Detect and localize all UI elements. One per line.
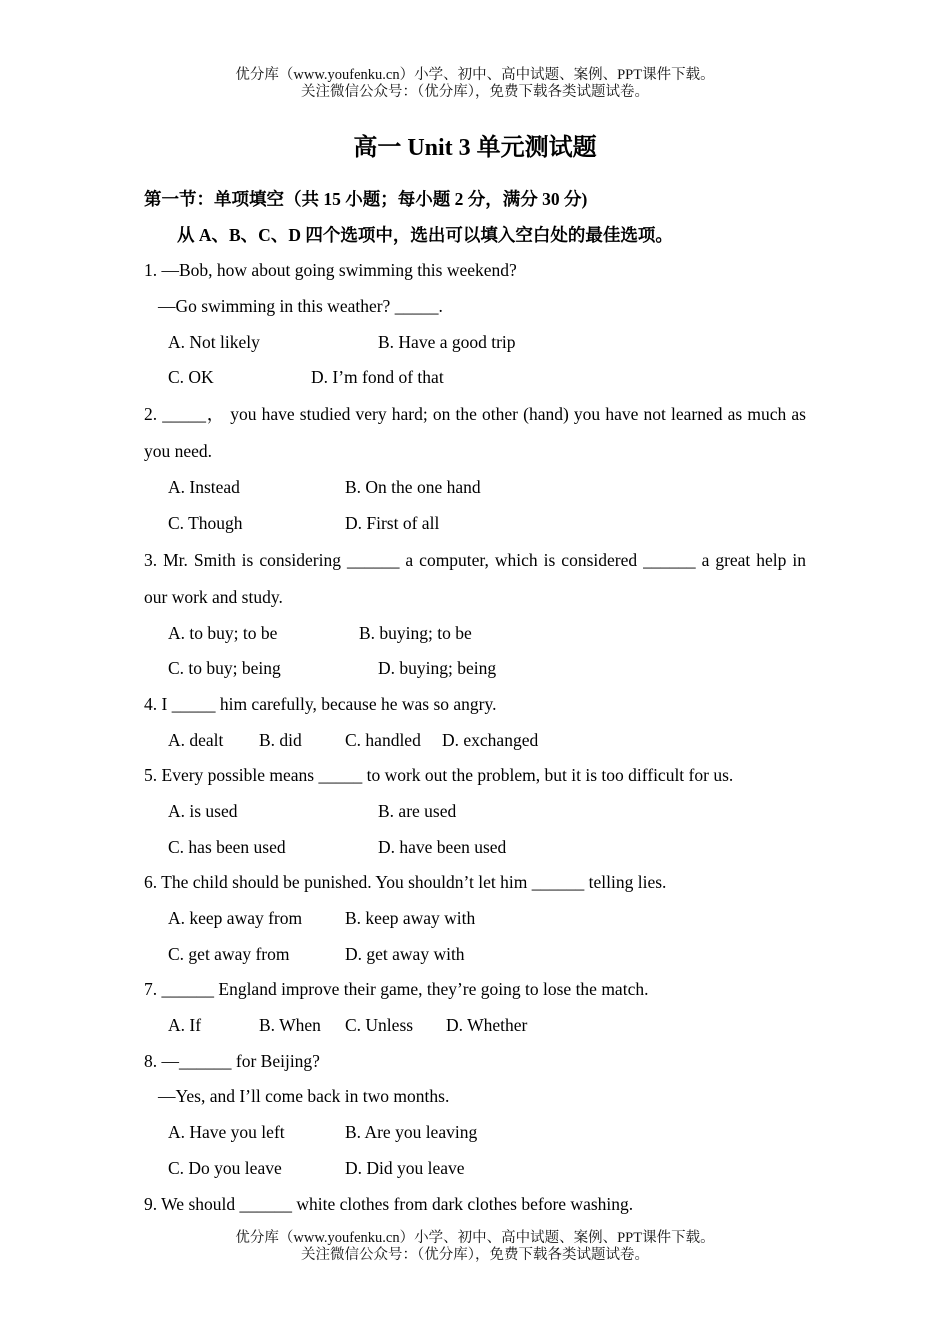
question-8-stem: 8. —______ for Beijing? — [144, 1050, 320, 1071]
option-c: C. OK — [168, 367, 214, 388]
question-1-options-row-2 — [144, 360, 806, 396]
page-footer — [0, 1230, 950, 1264]
question-6-options-row-2 — [144, 937, 806, 973]
option-b: B. Are you leaving — [345, 1122, 478, 1143]
option-c: C. get away from — [168, 943, 290, 964]
header-line-1: 优分库（www.youfenku.cn）小学、初中、高中试题、案例、PPT课件下载。 — [235, 67, 715, 83]
option-a: A. Instead — [168, 477, 240, 498]
question-5-options-row-2 — [144, 830, 806, 866]
option-b: B. keep away with — [345, 908, 476, 928]
question-3-options-row-1 — [144, 616, 806, 652]
option-b: B. Have a good trip — [378, 331, 516, 352]
question-7-options — [144, 1008, 806, 1044]
question-3-options-row-2 — [144, 651, 806, 687]
footer-line-1: 优分库（www.youfenku.cn）小学、初中、高中试题、案例、PPT课件下载。 — [235, 1230, 715, 1246]
question-1-stem: 1. —Bob, how about going swimming this weekend? — [144, 260, 517, 281]
option-d: D. have been used — [378, 836, 507, 857]
question-1-options-row-1 — [144, 325, 806, 361]
option-d: D. exchanged — [442, 729, 539, 750]
question-1-reply: —Go swimming in this weather? _____. — [158, 296, 443, 317]
option-b: B. are used — [378, 800, 457, 821]
option-c: C. Unless — [345, 1015, 414, 1036]
option-d: D. buying; being — [378, 658, 497, 679]
option-a: A. Not likely — [168, 331, 260, 352]
option-a: A. Have you left — [168, 1122, 285, 1143]
option-b: B. When — [259, 1015, 321, 1036]
option-b: B. On the one hand — [345, 477, 481, 498]
option-c: C. Do you leave — [168, 1157, 282, 1178]
option-a: A. is used — [168, 800, 238, 821]
option-d: D. I’m fond of that — [311, 367, 444, 388]
question-2-options-row-2 — [144, 506, 806, 542]
option-a: A. keep away from — [168, 908, 303, 928]
option-d: D. get away with — [345, 943, 465, 964]
document-body — [144, 182, 806, 1222]
option-b: B. buying; to be — [359, 622, 472, 643]
option-d: D. Whether — [446, 1015, 528, 1036]
question-3-stem: 3. Mr. Smith is considering ______ a computer, which is considered ______ a great help in our work and study. — [144, 549, 806, 607]
option-c: C. has been used — [168, 836, 286, 857]
option-d: D. Did you leave — [345, 1157, 465, 1178]
option-a: A. If — [168, 1015, 202, 1036]
question-8-options-row-2 — [144, 1151, 806, 1187]
question-5-stem: 5. Every possible means _____ to work out the problem, but it is too difficult for us. — [144, 765, 734, 786]
header-line-2: 关注微信公众号：（优分库），免费下载各类试题试卷。 — [301, 84, 649, 100]
question-6-options-row-1 — [144, 901, 806, 937]
page-header — [0, 67, 950, 101]
question-9-stem: 9. We should ______ white clothes from dark clothes before washing. — [144, 1193, 634, 1214]
option-a: A. dealt — [168, 729, 224, 750]
option-c: C. handled — [345, 729, 421, 750]
question-6-stem: 6. The child should be punished. You shouldn’t let him ______ telling lies. — [144, 872, 667, 893]
option-d: D. First of all — [345, 512, 440, 533]
question-2-options-row-1 — [144, 470, 806, 506]
question-7-stem: 7. ______ England improve their game, they’re going to lose the match. — [144, 979, 649, 1000]
section-instruction: 从 A、B、C、D 四个选项中，选出可以填入空白处的最佳选项。 — [177, 224, 673, 245]
option-a: A. to buy; to be — [168, 622, 278, 643]
option-b: B. did — [259, 729, 302, 750]
page-title: 高一 Unit 3 单元测试题 — [353, 135, 597, 161]
question-4-stem: 4. I _____ him carefully, because he was so angry. — [144, 693, 497, 714]
section-heading: 第一节：单项填空（共 15 小题；每小题 2 分，满分 30 分) — [144, 189, 588, 209]
option-c: C. Though — [168, 512, 243, 533]
question-2-stem: 2. _____， you have studied very hard; on the other (hand) you have not learned as much as you need. — [144, 404, 806, 462]
question-8-options-row-1 — [144, 1115, 806, 1151]
footer-line-2: 关注微信公众号：（优分库），免费下载各类试题试卷。 — [301, 1247, 649, 1263]
question-4-options — [144, 723, 806, 759]
question-8-reply: —Yes, and I’ll come back in two months. — [158, 1086, 450, 1107]
question-5-options-row-1 — [144, 794, 806, 830]
option-c: C. to buy; being — [168, 658, 281, 679]
